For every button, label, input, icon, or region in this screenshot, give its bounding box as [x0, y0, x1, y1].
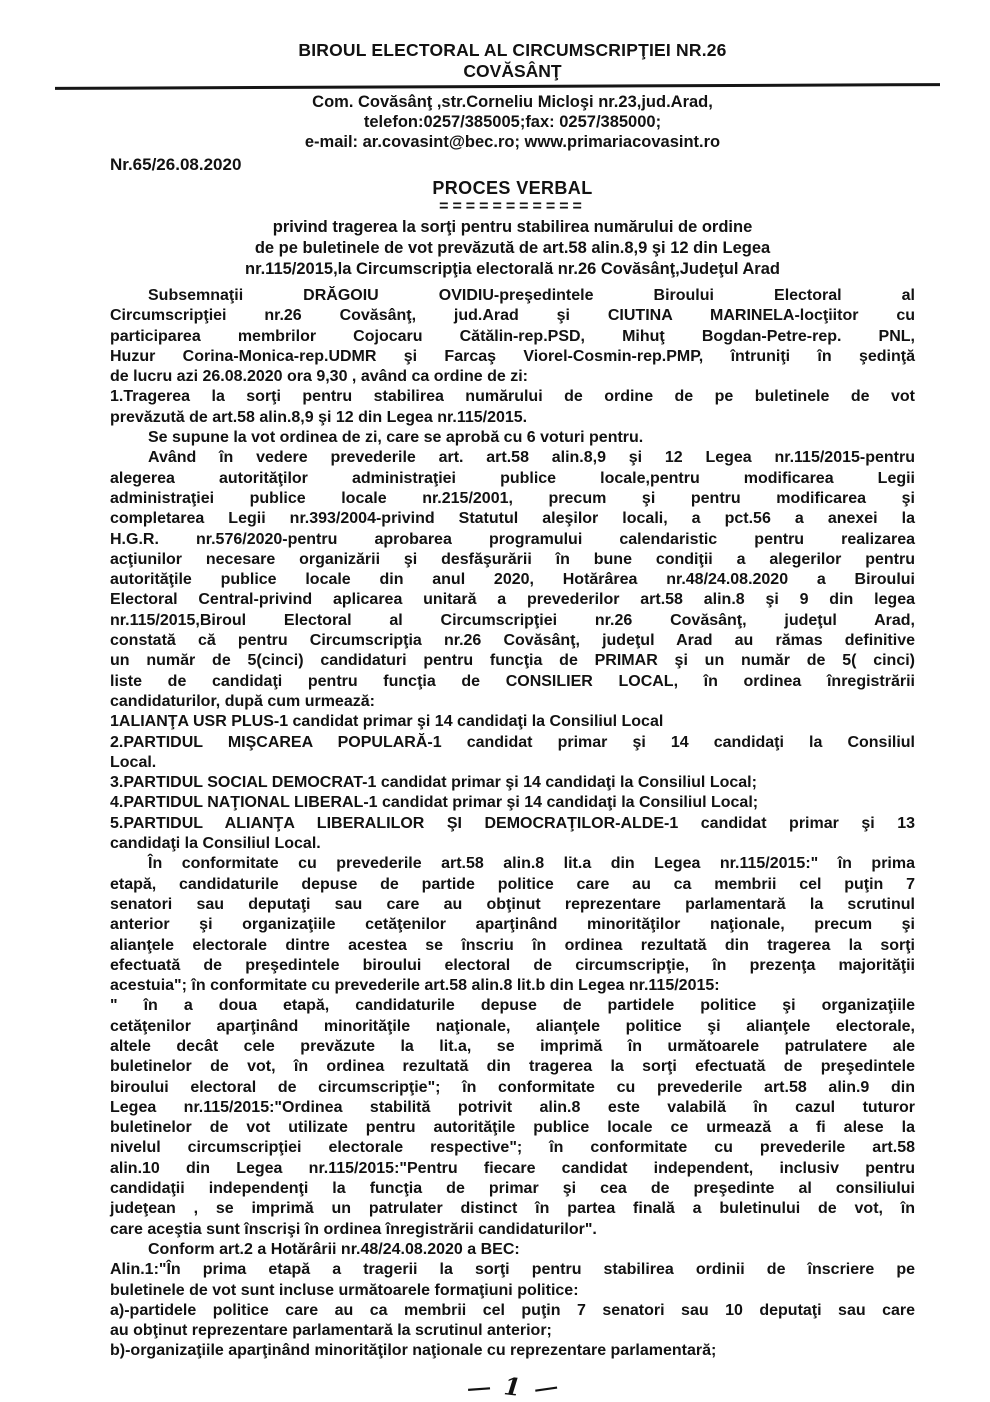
body-line: care aceştia sunt înscrişi în ordinea înregistrării candidaturilor".	[110, 1220, 597, 1238]
body-line: Având în vedere prevederile art. art.58 alin.8,9 şi 12 Legea nr.115/2015-pentru	[148, 449, 915, 467]
body-line: Electoral Central-privind aplicarea unitară a prevederilor art.58 alin.8 şi 9 din legea	[110, 591, 915, 609]
doc-number: Nr.65/26.08.2020	[110, 155, 242, 174]
body-line: 4.PARTIDUL NAŢIONAL LIBERAL-1 candidat primar şi 14 candidaţi la Consiliul Local;	[110, 794, 759, 812]
body-line: Se supune la vot ordinea de zi, care se aprobă cu 6 voturi pentru.	[148, 429, 644, 447]
body-line: 2.PARTIDUL MIŞCAREA POPULARĂ-1 candidat primar şi 14 candidaţi la Consiliul	[110, 733, 915, 751]
body-line: biroului electoral de circumscripţie"; în conformitate cu prevederile art.58 alin.9 din	[110, 1078, 915, 1096]
body-line: nr.115/2015,Biroul Electoral al Circumscripţiei nr.26 Covăsânţ, judeţul Arad,	[110, 611, 915, 629]
phone-fax-line: telefon:0257/385005;fax: 0257/385000;	[363, 113, 662, 131]
body-line: a)-partidele politice care au ca membrii cel puţin 7 senatori sau 10 deputaţi sau care	[110, 1301, 915, 1319]
body-line: Conform art.2 a Hotărârii nr.48/24.08.2020 a BEC:	[148, 1240, 520, 1258]
email-web-line: e-mail: ar.covasint@bec.ro; www.primariacovasint.ro	[304, 133, 721, 151]
body-line: candidaţii independenţi la funcţia de primar şi cea de preşedinte al consiliului	[110, 1180, 915, 1198]
body-line: Circumscripţiei nr.26 Covăsânţ, jud.Arad şi CIUTINA MARINELA-locţiitor cu	[110, 307, 915, 325]
body-line: autorităţile publice locale din anul 2020, Hotărârea nr.48/24.08.2020 a Biroului	[110, 571, 915, 589]
body-line: alin.10 din Legea nr.115/2015:"Pentru fiecare candidat independent, inclusiv pentru	[110, 1159, 915, 1177]
doc-subtitle	[110, 217, 915, 280]
subtitle-line: de pe buletinele de vot prevăzută de art.58 alin.8,9 şi 12 din Legea	[254, 239, 771, 257]
address-line: Com. Covăsânţ ,str.Corneliu Micloşi nr.23,jud.Arad,	[312, 93, 713, 111]
body-line: liste de candidaţi pentru funcţia de CONSILIER LOCAL, în ordinea înregistrării	[110, 672, 915, 690]
body-line: buletinele de vot sunt incluse următoarele formaţiuni politice:	[110, 1281, 579, 1299]
body-line: 1.Tragerea la sorţi pentru stabilirea numărului de ordine de pe buletinele de vot	[110, 388, 915, 406]
body-line: participarea membrilor Cojocaru Cătălin-rep.PSD, Mihuţ Bogdan-Petre-rep. PNL,	[110, 327, 915, 345]
body-line: 5.PARTIDUL ALIANŢA LIBERALILOR ŞI DEMOCRAŢILOR-ALDE-1 candidat primar şi 13	[110, 814, 915, 832]
body-line: de lucru azi 26.08.2020 ora 9,30 , având ca ordine de zi:	[110, 368, 528, 386]
page-number: 1	[502, 1370, 523, 1402]
body-line: " în a doua etapă, candidaturile depuse de partidele politice şi organizaţiile	[110, 997, 915, 1015]
page-footer	[110, 1372, 915, 1401]
body-line: etapă, candidaturile depuse de partide politice care au ca membrii cel puţin 7	[110, 875, 915, 893]
body-line: Legea nr.115/2015:"Ordinea stabilită potrivit alin.8 este valabilă în cazul tuturor	[110, 1098, 915, 1116]
body-line: un număr de 5(cinci) candidaturi pentru funcţia de PRIMAR şi un număr de 5( cinci)	[110, 652, 915, 670]
body-line: constată că pentru Circumscripţia nr.26 Covăsânţ, judeţul Arad au rămas definitive	[110, 632, 915, 650]
body-line: cetăţenilor aparţinând minorităţile naţionale, alianţele politice şi alianţele electorale,	[110, 1017, 915, 1035]
body-line: completarea Legii nr.393/2004-privind Statutul aleşilor locali, a pct.56 a anexei la	[110, 510, 915, 528]
body-line: H.G.R. nr.576/2020-pentru aprobarea programului calendaristic pentru realizarea	[110, 530, 915, 548]
body-line: buletinelor de vot, în ordinea rezultată din tragerea la sorţi efectuată de preşedintele	[110, 1058, 915, 1076]
body-line: 1ALIANŢA USR PLUS-1 candidat primar şi 14 candidaţi la Consiliul Local	[110, 713, 664, 731]
org-name-line1: BIROUL ELECTORAL AL CIRCUMSCRIPŢIEI NR.26	[298, 40, 727, 60]
body-line: candidaturilor, după cum urmează:	[110, 692, 375, 710]
body-line: candidaţi la Consiliul Local.	[110, 835, 321, 853]
org-name-line2: COVĂSÂNŢ	[463, 61, 562, 81]
body-line: alegerea autorităţilor administraţiei publice locale,pentru modificarea Legii	[110, 469, 915, 487]
body-line: judeţean , se imprimă un patrulater distinct în partea finală a buletinului de vot, în	[110, 1200, 915, 1218]
body-line: acţiunilor necesare organizării şi desfăşurării în bune condiţii a alegerilor pentru	[110, 550, 915, 568]
letterhead	[110, 40, 915, 152]
body-line: Huzur Corina-Monica-rep.UDMR şi Farcaş Viorel-Cosmin-rep.PMP, întruniţi în şedinţă	[110, 347, 915, 365]
body-line: nivelul circumscripţiei electorale respective"; în conformitate cu prevederile art.58	[110, 1139, 915, 1157]
body-line: altele decât cele prevăzute la lit.a, se imprimă în următoarele patrulatere ale	[110, 1037, 915, 1055]
body-line: prevăzută de art.58 alin.8,9 şi 12 din Legea nr.115/2015.	[110, 408, 528, 426]
footer-dash-left: —	[467, 1373, 491, 1401]
footer-dash-right: —	[533, 1373, 559, 1402]
body-line: buletinelor de vot utilizate pentru autorităţile publice locale ce urmează a fi alese la	[110, 1119, 915, 1137]
subtitle-line: nr.115/2015,la Circumscripţia electorală nr.26 Covăsânţ,Judeţul Arad	[245, 260, 780, 278]
body-line: Subsemnaţii DRĂGOIU OVIDIU-preşedintele Biroului Electoral al	[148, 287, 915, 304]
body-line: Local.	[110, 753, 157, 771]
body-line: anterior şi organizaţiile cetăţenilor aparţinând minorităţilor naţionale, precum şi	[110, 916, 915, 934]
subtitle-line: privind tragerea la sorţi pentru stabilirea numărului de ordine	[272, 218, 753, 236]
document-body	[110, 286, 915, 1362]
body-line: b)-organizaţiile aparţinând minorităţilor naţionale cu reprezentare parlamentară;	[110, 1342, 717, 1360]
letterhead-rule	[55, 83, 940, 90]
body-line: acestuia"; în conformitate cu prevederile art.58 alin.8 lit.b din Legea nr.115/2015:	[110, 977, 720, 995]
body-line: efectuată de preşedintele biroului electoral de circumscripţie, în prezenţa majorităţii	[110, 956, 915, 974]
body-line: au obţinut reprezentare parlamentară la scrutinul anterior;	[110, 1322, 552, 1340]
body-line: 3.PARTIDUL SOCIAL DEMOCRAT-1 candidat primar şi 14 candidaţi la Consiliul Local;	[110, 774, 757, 792]
body-line: alianţele electorale dintre acestea se înscriu în ordinea rezultată din tragerea la sorţi	[110, 936, 915, 954]
doc-title: PROCES VERBAL	[432, 178, 593, 198]
title-underline: ===========	[439, 198, 586, 215]
body-line: În conformitate cu prevederile art.58 alin.8 lit.a din Legea nr.115/2015:" în prima	[148, 855, 915, 873]
body-line: Alin.1:"În prima etapă a tragerii la sorţi pentru stabilirea ordinii de înscriere pe	[110, 1261, 915, 1279]
body-line: administraţiei publice locale nr.215/2001, precum şi pentru modificarea şi	[110, 489, 915, 507]
body-line: senatori sau deputaţi sau care au obţinut reprezentare parlamentară la scrutinul	[110, 895, 915, 913]
